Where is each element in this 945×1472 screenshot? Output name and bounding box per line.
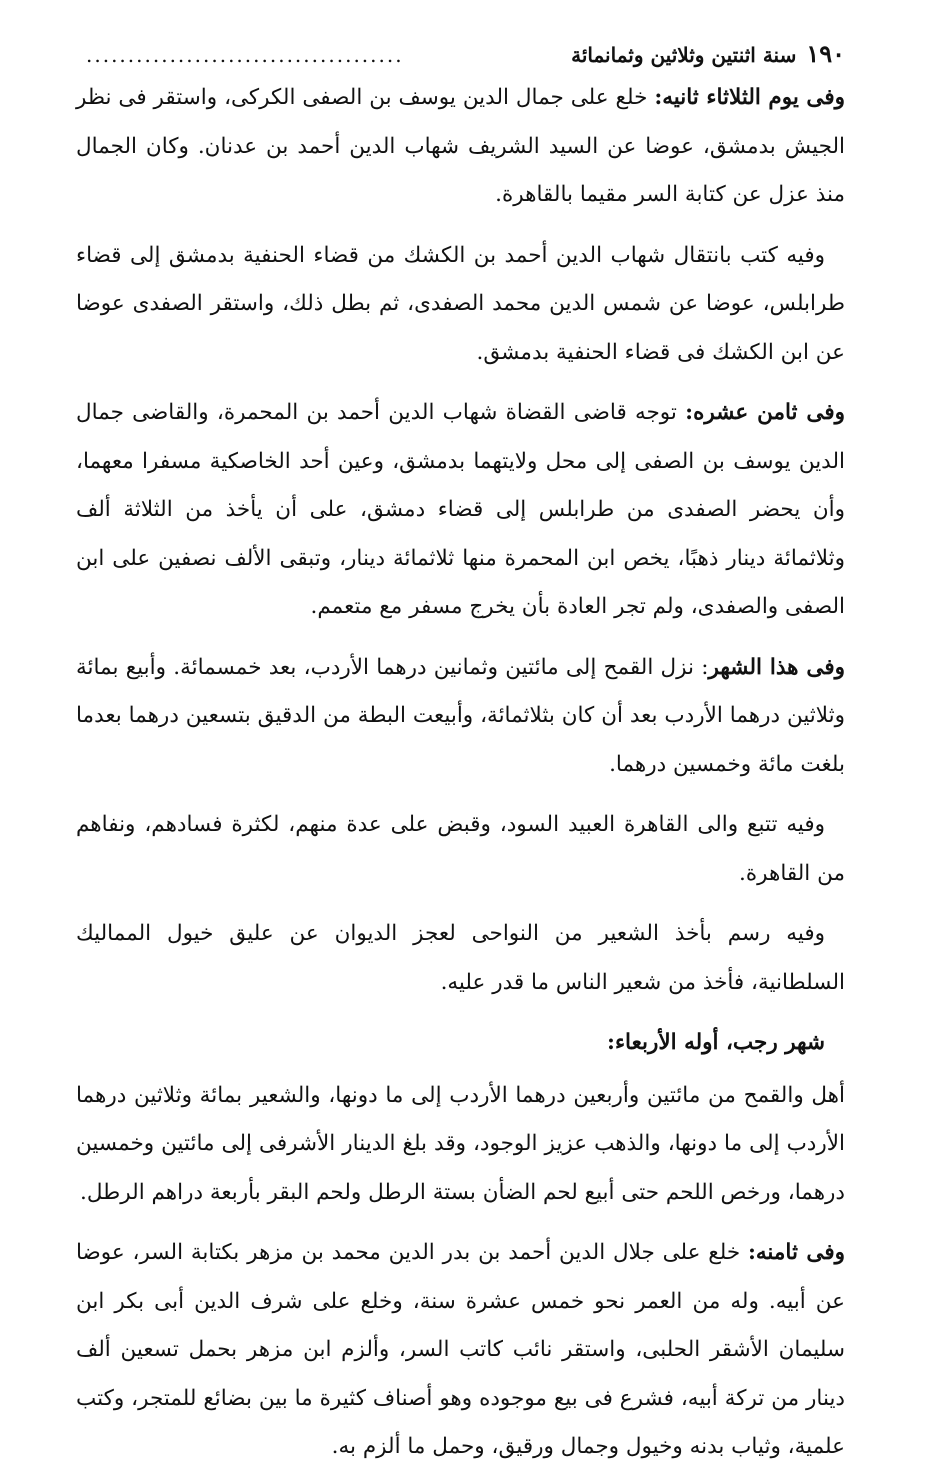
paragraph <box>76 74 845 220</box>
paragraph-text: وفيه تتبع والى القاهرة العبيد السود، وقبض على عدة منهم، لكثرة فسادهم، ونفاهم من القاهرة. <box>76 812 845 886</box>
paragraph-lead: وفى ثامن عشره: <box>685 400 845 425</box>
paragraph-lead: وفى ثامنه: <box>747 1240 845 1265</box>
paragraph-text: خلع على جلال الدين أحمد بن بدر الدين محمد بن مزهر بكتابة السر، عوضا عن أبيه. وله من العمر نحو خمس عشرة سنة، وخلع على شرف الدين أبى بكر ابن سليمان الأشقر الحلبى، واستقر نائب كاتب السر، وألزم ابن مزهر بحمل تسعين ألف دينار من تركة أبيه، فشرع فى بيع موجوده وهو أصناف كثيرة ما بين بضائع للمتجر، وكتب علمية، وثياب بدنه وخيول وجمال ورقيق، وحمل ما ألزم به. <box>76 1240 845 1459</box>
month-heading-text: شهر رجب، أوله الأربعاء: <box>607 1030 825 1055</box>
paragraph-lead: وفى يوم الثلاثاء ثانيه: <box>654 85 845 110</box>
paragraph <box>76 232 845 378</box>
paragraph-text: وفيه كتب بانتقال شهاب الدين أحمد بن الكشك من قضاء الحنفية بدمشق إلى قضاء طرابلس، عوضا عن شمس الدين محمد الصفدى، ثم بطل ذلك، واستقر الصفدى عوضا عن ابن الكشك فى قضاء الحنفية بدمشق. <box>76 242 845 365</box>
paragraph <box>76 801 845 898</box>
page-number: ١٩٠ <box>806 39 845 68</box>
paragraph <box>76 910 845 1007</box>
leader-dots: ...................................... <box>86 43 404 67</box>
paragraph-text: خلع على جمال الدين يوسف بن الصفى الكركى، واستقر فى نظر الجيش بدمشق، عوضا عن السيد الشريف شهاب الدين أحمد بن عدنان. وكان الجمال منذ عزل عن كتابة السر مقيما بالقاهرة. <box>76 85 845 207</box>
running-title: سنة اثنتين وثلاثين وثمانمائة <box>571 43 797 67</box>
paragraph-text: توجه قاضى القضاة شهاب الدين أحمد بن المحمرة، والقاضى جمال الدين يوسف بن الصفى إلى محل ولايتهما بدمشق، وعين أحد الخاصكية مسفرا معهما، وأن يحضر الصفدى من طرابلس إلى قضاء دمشق، على أن يأخذ من الثلاثة ألف وثلاثمائة دينار ذهبًا، يخص ابن المحمرة منها ثلاثمائة دينار، وتبقى الألف نصفين على ابن الصفى والصفدى، ولم تجر العادة بأن يخرج مسفر مع متعمم. <box>76 400 845 619</box>
paragraph-lead: وفى هذا الشهر <box>708 654 845 680</box>
paragraph <box>76 1229 845 1472</box>
paragraph-text: أهل والقمح من مائتين وأربعين درهما الأردب إلى ما دونها، والشعير بمائة وثلاثين درهما الأردب إلى ما دونها، والذهب عزيز الوجود، وقد بلغ الدينار الأشرفى إلى مائتين وخمسين درهما، ورخص اللحم حتى أبيع لحم الضأن بستة الرطل ولحم البقر بأربعة دراهم الرطل. <box>76 1082 845 1205</box>
page-body <box>76 74 845 1472</box>
page-header <box>76 34 845 74</box>
paragraph-text: : نزل القمح إلى مائتين وثمانين درهما الأردب، بعد خمسمائة. وأبيع بمائة وثلاثين درهما الأردب بعد أن كان بثلاثمائة، وأبيعت البطة من الدقيق بتسعين درهما بعدما بلغت مائة وخمسين درهما. <box>76 654 845 777</box>
paragraph-text: وفيه رسم بأخذ الشعير من النواحى لعجز الديوان عن عليق خيول المماليك السلطانية، فأخذ من شعير الناس ما قدر عليه. <box>76 921 845 995</box>
paragraph <box>76 644 845 790</box>
paragraph <box>76 389 845 632</box>
month-heading <box>76 1019 845 1068</box>
paragraph <box>76 1072 845 1218</box>
